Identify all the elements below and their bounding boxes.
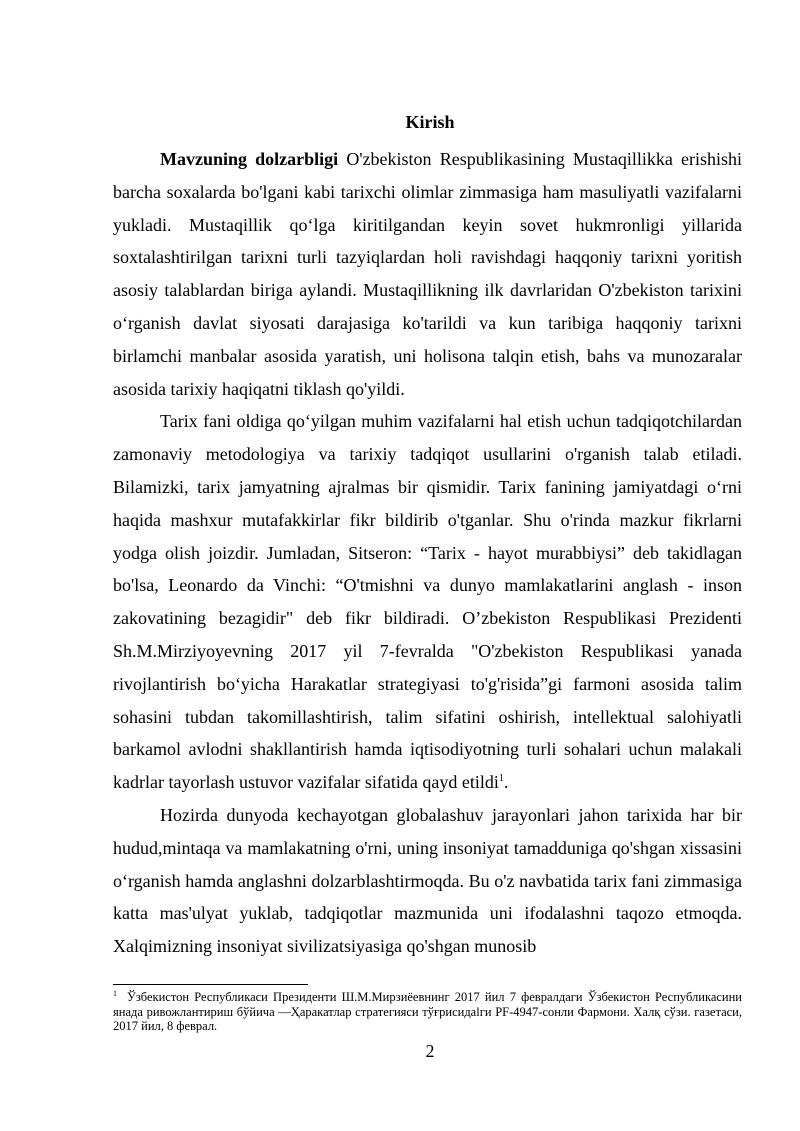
footnote-text: Ўзбекистон Республикаси Президенти Ш.М.Мирзиёевнинг 2017 йил 7 февралдаги Ўзбекистон Республикасини янада ривожлантириш бўйича —Ҳаракатлар стратегияси тўғрисидаlги PF-4947-сонли Фармони. Халқ сўзи. газетаси, 2017 йил, 8 феврал. [113,990,742,1034]
page-number: 2 [425,1041,435,1061]
paragraph-relevance [113,143,742,405]
footnote-divider [113,984,308,985]
body-text [113,143,742,963]
footnote-reference[interactable]: 1 [498,773,504,785]
paragraph-end: . [503,772,509,793]
paragraph-text: O'zbekiston Respublikasining Mustaqillikka erishishi barcha soxalarda bo'lgani kabi tarixchi olimlar zimmasiga ham masuliyatli vazifalarni yukladi. Mustaqillik qo‘lga kiritilgandan keyin sovet hukmronligi yillarida soxtalashtirilgan tarixni turli tazyiqlardan holi ravishdagi haqqoniy tarixni yoritish asosiy talablardan biriga aylandi. Mustaqillikning ilk davrlaridan O'zbekiston tarixini o‘rganish davlat siyosati darajasiga ko'tarildi va kun taribiga haqqoniy tarixni birlamchi manbalar asosida yaratish, uni holisona talqin etish, bahs va munozaralar asosida tarixiy haqiqatni tiklash qo'yildi. [113,149,742,399]
paragraph-history-tasks [113,405,742,799]
paragraph-text: Hozirda dunyoda kechayotgan globalashuv jarayonlari jahon tarixida har bir hudud,mintaqa va mamlakatning o'rni, uning insoniyat tamadduniga qo'shgan xissasini o‘rganish hamda anglashni dolzarblashtirmoqda. Bu o'z navbatida tarix fani zimmasiga katta mas'ulyat yuklab, tadqiqotlar mazmunida uni ifodalashni taqozo etmoqda. Xalqimizning insoniyat sivilizatsiyasiga qo'shgan munosib [113,804,742,957]
paragraph-lead: Mavzuning dolzarbligi [160,149,339,169]
paragraph-globalization [113,799,742,963]
section-heading: Kirish [405,112,455,132]
footnote [113,990,742,1034]
paragraph-text: Tarix fani oldiga qo‘yilgan muhim vazifalarni hal etish uchun tadqiqotchilardan zamonaviy metodologiya va tarixiy tadqiqot usullarini o'rganish talab etiladi. Bilamizki, tarix jamyatning ajralmas bir qismidir. Tarix fanining jamiyatdagi o‘rni haqida mashxur mutafakkirlar fikr bildirib o'tganlar. Shu o'rinda mazkur fikrlarni yodga olish joizdir. Jumladan, Sitseron: “Tarix - hayot murabbiysi” deb takidlagan bo'lsa, Leonardo da Vinchi: “O'tmishni va dunyo mamlakatlarini anglash - inson zakovatining bezagidir" deb fikr bildiradi. O’zbekiston Respublikasi Prezidenti Sh.M.Mirziyoyevning 2017 yil 7-fevralda "O'zbekiston Respublikasi yanada rivojlantirish bo‘yicha Harakatlar strategiyasi to'g'risida”gi farmoni asosida talim sohasini tubdan takomillashtirish, talim sifatini oshirish, intellektual salohiyatli barkamol avlodni shakllantirish hamda iqtisodiyotning turli sohalari uchun malakali kadrlar tayorlash ustuvor vazifalar sifatida qayd etildi [113,411,742,793]
footnote-mark: 1 [113,988,117,998]
